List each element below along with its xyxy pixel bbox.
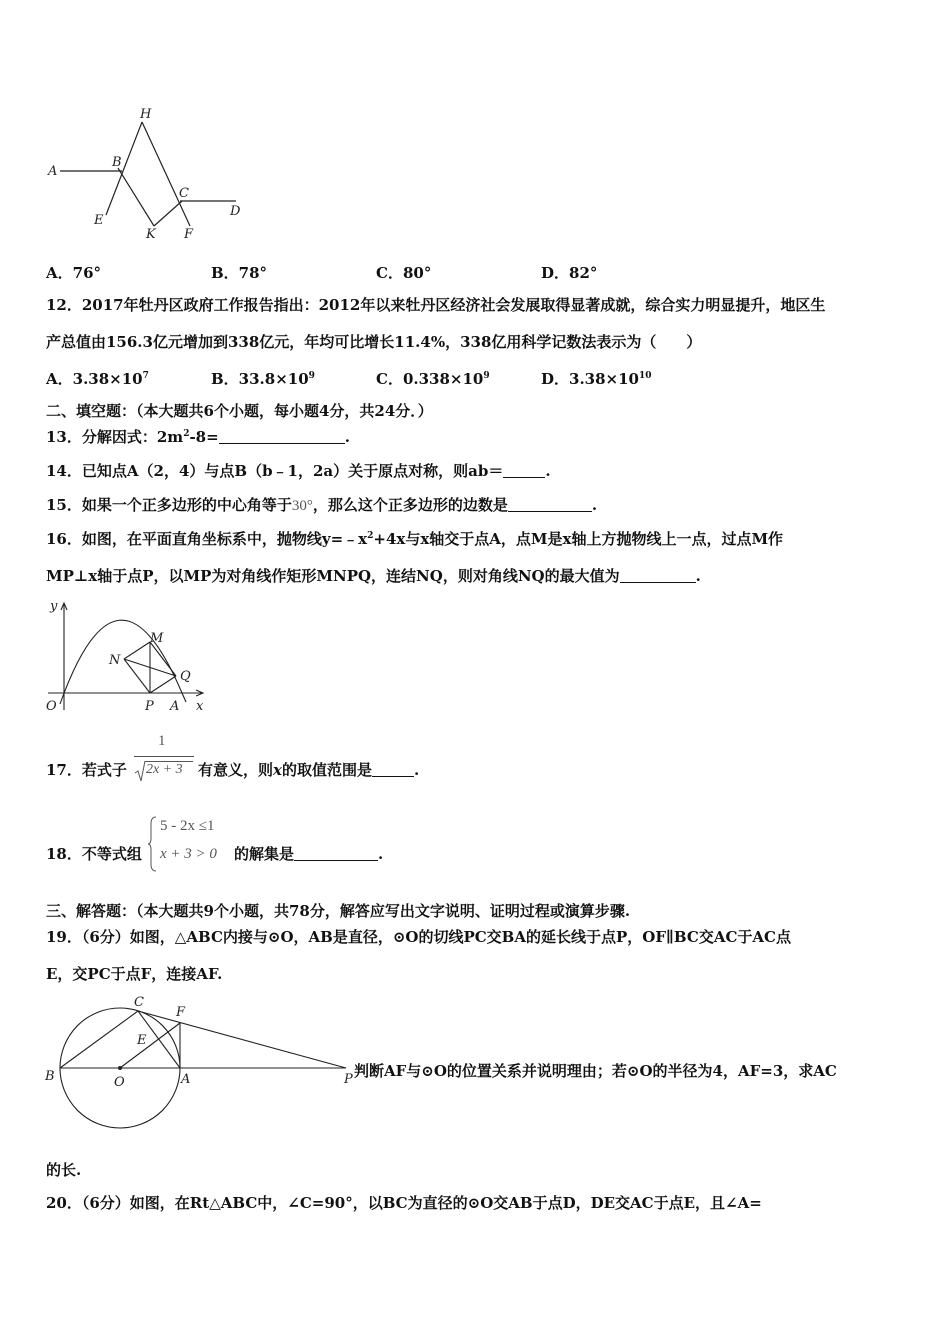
label-c: C (179, 186, 189, 201)
radicand: 2x + 3 (146, 762, 183, 777)
label-y: y (50, 599, 58, 614)
fraction-numerator: 1 (158, 733, 166, 749)
label-q: Q (180, 669, 191, 684)
label-a: A (48, 164, 58, 179)
line-of (120, 1023, 180, 1068)
q11-option-c: C．80° (376, 264, 432, 282)
label-p: P (344, 1072, 353, 1087)
q12-line1: 12．2017年牡丹区政府工作报告指出：2012年以来牡丹区经济社会发展取得显著成就，综合实力明显提升，地区生 (46, 296, 826, 314)
q16-line2: MP⊥x轴于点P，以MP为对角线作矩形MNPQ，连结NQ，则对角线NQ的最大值为 . (46, 567, 701, 585)
q19-line3: 的长. (46, 1161, 82, 1179)
line-pq (150, 676, 176, 693)
label-n: N (109, 653, 121, 668)
brace (148, 816, 158, 872)
answer-blank (294, 845, 378, 861)
label-d: D (230, 204, 241, 219)
q16-line1: 16．如图，在平面直角坐标系中，抛物线$y=﹣x^2+4x$与x轴交于点A，点M是x轴上方抛物线上一点，过点M作 (46, 530, 784, 548)
parabola (60, 620, 186, 704)
label-a: A (170, 699, 180, 714)
section3-title: 三、解答题：（本大题共9个小题，共78分，解答应写出文字说明、证明过程或演算步骤. (46, 902, 631, 920)
q18-suffix: 的解集是 . (234, 845, 384, 863)
label-m: M (150, 631, 164, 646)
inequality-1: 5 - 2x ≤1 (160, 818, 215, 834)
line-cp (138, 1011, 346, 1068)
q11-option-d: D．82° (541, 264, 598, 282)
center-dot (118, 1066, 122, 1070)
q12-line2: 产总值由156.3亿元增加到338亿元，年均可比增长11.4%，338亿用科学记数法表示为（ ） (46, 333, 702, 351)
q12-option-b: B．$33.8\times 10^9$ (211, 370, 315, 388)
q17-fraction (132, 733, 196, 783)
q14: 14．已知点A（2，4）与点B（b﹣1，2a）关于原点对称，则ab＝ . (46, 462, 551, 480)
answer-blank (372, 761, 414, 777)
label-a: A (181, 1072, 191, 1087)
q11-option-b: B．78° (211, 264, 268, 282)
figure-q19 (40, 990, 360, 1132)
line-hf (142, 122, 190, 226)
answer-blank (219, 428, 345, 444)
q19-line1: 19．（6分）如图，△ABC内接与⊙O，AB是直径，⊙O的切线PC交BA的延长线于点P，OF∥BC交AC于AC点 (46, 928, 791, 946)
label-c: C (134, 995, 144, 1010)
answer-blank (508, 496, 592, 512)
q18-prefix: 18．不等式组 (46, 845, 142, 863)
q12-option-d: D．$3.38\times 10^{10}$ (541, 370, 652, 388)
q19-line2: E，交PC于点F，连接AF. (46, 965, 223, 983)
line-kc (154, 201, 182, 226)
figure-q16 (42, 598, 214, 718)
label-o: O (114, 1075, 125, 1090)
label-o: O (46, 699, 57, 714)
q19-side-text: 判断AF与⊙O的位置关系并说明理由；若⊙O的半径为4，AF=3，求AC (354, 1062, 837, 1080)
label-f: F (184, 227, 194, 242)
label-f: F (176, 1005, 186, 1020)
label-e: E (94, 213, 104, 228)
line-bk (118, 168, 154, 226)
label-b: B (112, 155, 122, 170)
line-nm (124, 642, 150, 659)
q12-option-a: A．$3.38\times 10^7$ (46, 370, 149, 388)
q15: 15．如果一个正多边形的中心角等于30°，那么这个正多边形的边数是 . (46, 496, 598, 514)
answer-blank (620, 567, 696, 583)
figure-q11 (44, 102, 254, 242)
line-mq (150, 642, 176, 676)
line-bc (60, 1011, 138, 1068)
q11-option-a: A．76° (46, 264, 102, 282)
q12-option-c: C．$0.338\times 10^9$ (376, 370, 490, 388)
q17-suffix: 有意义，则x的取值范围是 . (198, 761, 420, 779)
inequality-2: x + 3 > 0 (160, 846, 217, 862)
q17-prefix: 17．若式子 (46, 761, 127, 779)
label-k: K (146, 227, 156, 242)
q13: 13．分解因式：$2m^2-8=$ . (46, 428, 350, 446)
label-h: H (140, 107, 152, 122)
q18-inequality-system (148, 814, 232, 872)
label-p: P (145, 699, 154, 714)
label-x: x (196, 699, 204, 714)
label-e: E (137, 1033, 147, 1048)
line-np (124, 659, 150, 693)
label-b: B (45, 1069, 55, 1084)
answer-blank (503, 462, 545, 478)
radical-sign (134, 759, 146, 783)
fraction-bar (134, 756, 194, 757)
section2-title: 二、填空题：（本大题共6个小题，每小题4分，共24分．） (46, 402, 433, 420)
q20-line1: 20．（6分）如图，在Rt△ABC中，∠C=90°，以BC为直径的⊙O交AB于点D，DE交AC于点E，且∠A= (46, 1194, 762, 1212)
